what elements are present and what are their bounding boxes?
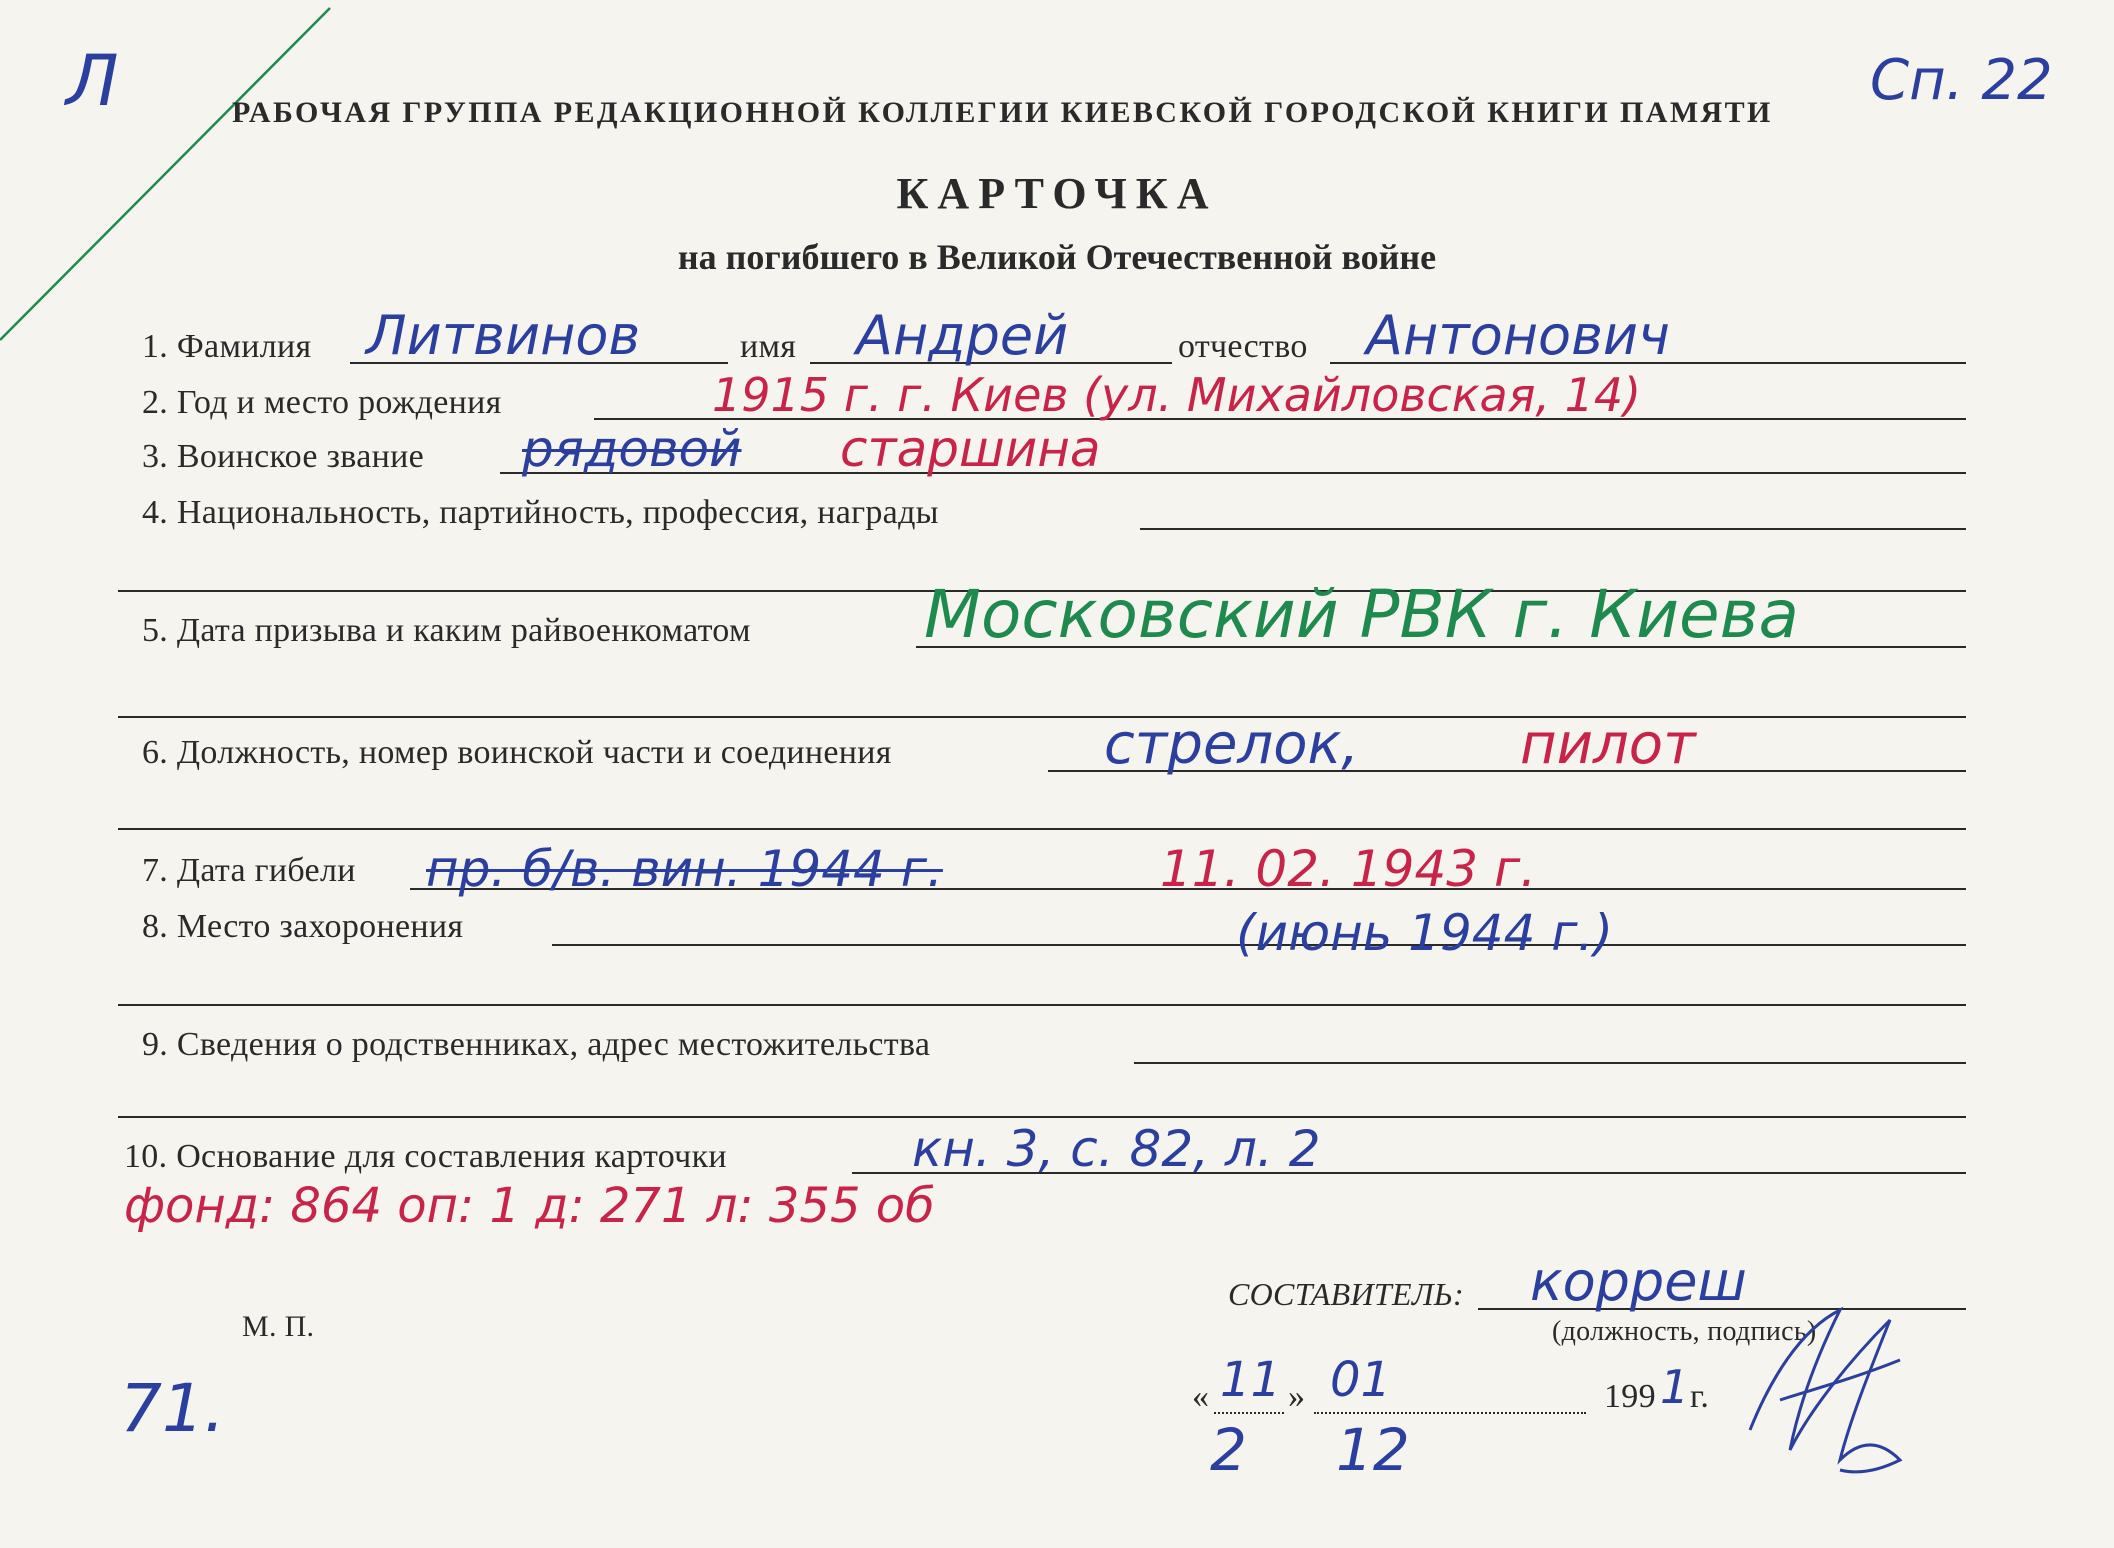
date-day: 11 [1220, 1352, 1282, 1408]
corner-mark-right: Сп. 22 [1870, 48, 2053, 113]
field3-value-struck: рядовой [522, 420, 742, 478]
field2-label: 2. Год и место рождения [142, 384, 502, 421]
field1-name-label: имя [740, 328, 797, 365]
field8-line-2 [118, 1004, 1966, 1006]
card-title: КАРТОЧКА [896, 169, 1218, 218]
field6-label: 6. Должность, номер воинской части и соединения [142, 734, 892, 771]
compiler-signature: корреш [1530, 1250, 1747, 1313]
signature-scribble [1730, 1290, 1920, 1490]
date-month: 01 [1330, 1352, 1392, 1408]
field4-line [1140, 528, 1966, 530]
date-suffix: г. [1690, 1378, 1710, 1415]
note-below-date-right: 12 [1336, 1416, 1410, 1484]
field1-surname-label: 1. Фамилия [142, 328, 312, 365]
field9-label: 9. Сведения о родственниках, адрес местожительства [142, 1026, 931, 1063]
date-year-handwritten: 1 [1660, 1360, 1690, 1414]
date-year-printed: 199 [1604, 1378, 1656, 1415]
field10-label: 10. Основание для составления карточки [124, 1138, 727, 1175]
date-day-dots [1214, 1412, 1284, 1414]
field8-label: 8. Место захоронения [142, 908, 464, 945]
field5-label: 5. Дата призыва и каким райвоенкоматом [142, 612, 751, 649]
field3-value: старшина [840, 420, 1101, 478]
card-subtitle: на погибшего в Великой Отечественной войне [677, 237, 1437, 277]
compiler-label: СОСТАВИТЕЛЬ: [1228, 1276, 1464, 1312]
field6-value-red: пилот [1520, 712, 1696, 777]
field7-value: 11. 02. 1943 г. [1160, 840, 1537, 898]
field7-value-struck: пр. б/в. вин. 1944 г. [426, 840, 943, 898]
field6-line-2 [118, 828, 1966, 830]
date-close-quote: » [1288, 1378, 1306, 1415]
compiler-caption: (должность, подпись) [1552, 1316, 1817, 1347]
field10-value: кн. 3, с. 82, л. 2 [912, 1120, 1321, 1178]
corner-mark-left: Л [66, 40, 119, 122]
field1-patronymic-label: отчество [1178, 328, 1308, 365]
card-number: 71. [120, 1370, 225, 1447]
field4-label: 4. Национальность, партийность, профессия, награды [142, 494, 939, 531]
field1-surname-value: Литвинов [366, 304, 641, 367]
header: РАБОЧАЯ ГРУППА РЕДАКЦИОННОЙ КОЛЛЕГИИ КИЕВСКОЙ ГОРОДСКОЙ КНИГИ ПАМЯТИ [232, 96, 1773, 129]
field8-value: (июнь 1944 г.) [1236, 904, 1613, 962]
note-below-date-left: 2 [1210, 1416, 1247, 1484]
field6-value-blue: стрелок, [1104, 712, 1360, 777]
field5-value: Московский РВК г. Киева [924, 576, 1799, 653]
field1-name-value: Андрей [856, 304, 1069, 367]
archive-reference: фонд: 864 оп: 1 д: 271 л: 355 об [124, 1178, 935, 1234]
field9-line-2 [118, 1116, 1966, 1118]
seal-label: М. П. [242, 1310, 315, 1343]
field7-label: 7. Дата гибели [142, 852, 356, 889]
date-open-quote: « [1192, 1378, 1210, 1415]
date-month-dots [1314, 1412, 1586, 1414]
field9-line [1134, 1062, 1966, 1064]
field2-value: 1915 г. г. Киев (ул. Михайловская, 14) [712, 368, 1642, 422]
field3-label: 3. Воинское звание [142, 438, 424, 475]
field1-patronymic-value: Антонович [1366, 304, 1670, 367]
